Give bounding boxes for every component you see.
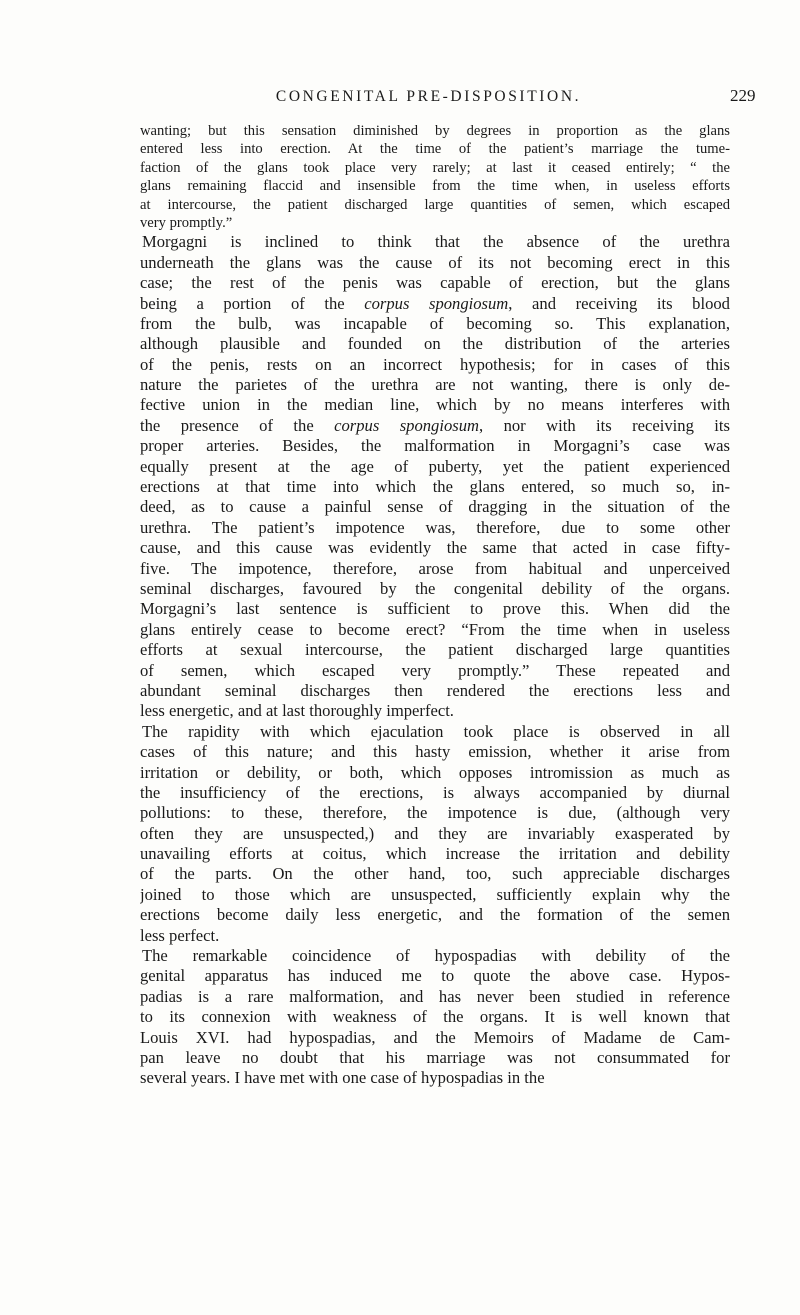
text-line: urethra. The patient’s impotence was, therefore, due to some other xyxy=(140,517,730,537)
text-line: wanting; but this sensation diminished by degrees in proportion as the glans xyxy=(140,123,730,139)
text-line: abundant seminal discharges then rendered the erections less and xyxy=(140,680,730,700)
text-line: faction of the glans took place very rarely; at last it ceased entirely; “ the xyxy=(140,159,730,176)
text-line: erections at that time into which the glans entered, so much so, in- xyxy=(140,477,730,497)
text-line: underneath the glans was the cause of its not becoming erect in this xyxy=(140,252,730,272)
latin-term: corpus spongiosum xyxy=(334,415,479,435)
text-line: Morgagni is inclined to think that the absence of the urethra xyxy=(142,232,730,252)
text-line: Morgagni’s last sentence is sufficient to prove this. When did the xyxy=(140,599,730,619)
text-line: case; the rest of the penis was capable of erection, but the glans xyxy=(140,273,730,293)
body-text xyxy=(140,122,730,1089)
text-line: the insufficiency of the erections, is always accompanied by diurnal xyxy=(140,782,730,802)
text-line: several years. I have met with one case of hypospadias in the xyxy=(140,1068,545,1088)
text-line: five. The impotence, therefore, arose from habitual and unperceived xyxy=(140,558,730,578)
text-line: to its connexion with weakness of the organs. It is well known that xyxy=(140,1007,730,1027)
text-line: pan leave no doubt that his marriage was not consummated for xyxy=(140,1047,730,1067)
latin-term: corpus spongiosum xyxy=(364,293,509,313)
paragraph xyxy=(140,232,730,721)
running-head: CONGENITAL PRE-DISPOSITION. xyxy=(275,88,582,105)
text-line: glans entirely cease to become erect? “From the time when in useless xyxy=(140,619,730,639)
text-line: cause, and this cause was evidently the same that acted in case fifty- xyxy=(140,538,730,558)
text-line: The rapidity with which ejaculation took place is observed in all xyxy=(142,721,730,741)
text-line: fective union in the median line, which by no means interferes with xyxy=(140,395,730,415)
text-line: The remarkable coincidence of hypospadias with debility of the xyxy=(142,946,730,966)
text-line: cases of this nature; and this hasty emission, whether it arise from xyxy=(140,742,730,762)
text-line: at intercourse, the patient discharged large quantities of semen, which escaped xyxy=(140,196,730,213)
paragraph xyxy=(140,946,730,1089)
paragraph xyxy=(140,722,730,946)
text-line: erections become daily less energetic, and the formation of the semen xyxy=(140,905,730,925)
text-line: less perfect. xyxy=(140,925,220,945)
text-line: deed, as to cause a painful sense of dragging in the situation of the xyxy=(140,497,730,517)
text-line: equally present at the age of puberty, yet the patient experienced xyxy=(140,456,730,476)
text-line: Louis XVI. had hypospadias, and the Memoirs of Madame de Cam- xyxy=(140,1027,730,1047)
text-line: entered less into erection. At the time of the patient’s marriage the tume- xyxy=(140,141,730,158)
text-line: joined to those which are unsuspected, sufficiently explain why the xyxy=(140,884,730,904)
text-line: seminal discharges, favoured by the congenital debility of the organs. xyxy=(140,578,730,598)
text-line: often they are unsuspected,) and they are invariably exasperated by xyxy=(140,823,730,843)
text-line: irritation or debility, or both, which opposes intromission as much as xyxy=(140,762,730,782)
text-line: pollutions: to these, therefore, the impotence is due, (although very xyxy=(140,803,730,823)
text-line: less energetic, and at last thoroughly imperfect. xyxy=(140,701,454,721)
text-line: genital apparatus has induced me to quote the above case. Hypos- xyxy=(140,966,730,986)
text-line: being a portion of the corpus spongiosum, and receiving its blood xyxy=(140,293,730,313)
text-line: from the bulb, was incapable of becoming so. This explanation, xyxy=(140,313,730,333)
page-number: 229 xyxy=(730,86,756,105)
text-line: glans remaining flaccid and insensible from the time when, in useless efforts xyxy=(140,178,730,195)
text-line: the presence of the corpus spongiosum, nor with its receiving its xyxy=(140,415,730,435)
text-line: unavailing efforts at coitus, which increase the irritation and debility xyxy=(140,844,730,864)
text-line: very promptly.” xyxy=(140,214,233,231)
text-line: although plausible and founded on the distribution of the arteries xyxy=(140,334,730,354)
text-line: of the penis, rests on an incorrect hypothesis; for in cases of this xyxy=(140,354,730,374)
text-line: padias is a rare malformation, and has never been studied in reference xyxy=(140,986,730,1006)
text-line: of semen, which escaped very promptly.” These repeated and xyxy=(140,660,730,680)
text-line: proper arteries. Besides, the malformation in Morgagni’s case was xyxy=(140,436,730,456)
paragraph xyxy=(140,122,730,232)
text-line: of the parts. On the other hand, too, such appreciable discharges xyxy=(140,864,730,884)
text-line: nature the parietes of the urethra are not wanting, there is only de- xyxy=(140,375,730,395)
text-line: efforts at sexual intercourse, the patient discharged large quantities xyxy=(140,640,730,660)
